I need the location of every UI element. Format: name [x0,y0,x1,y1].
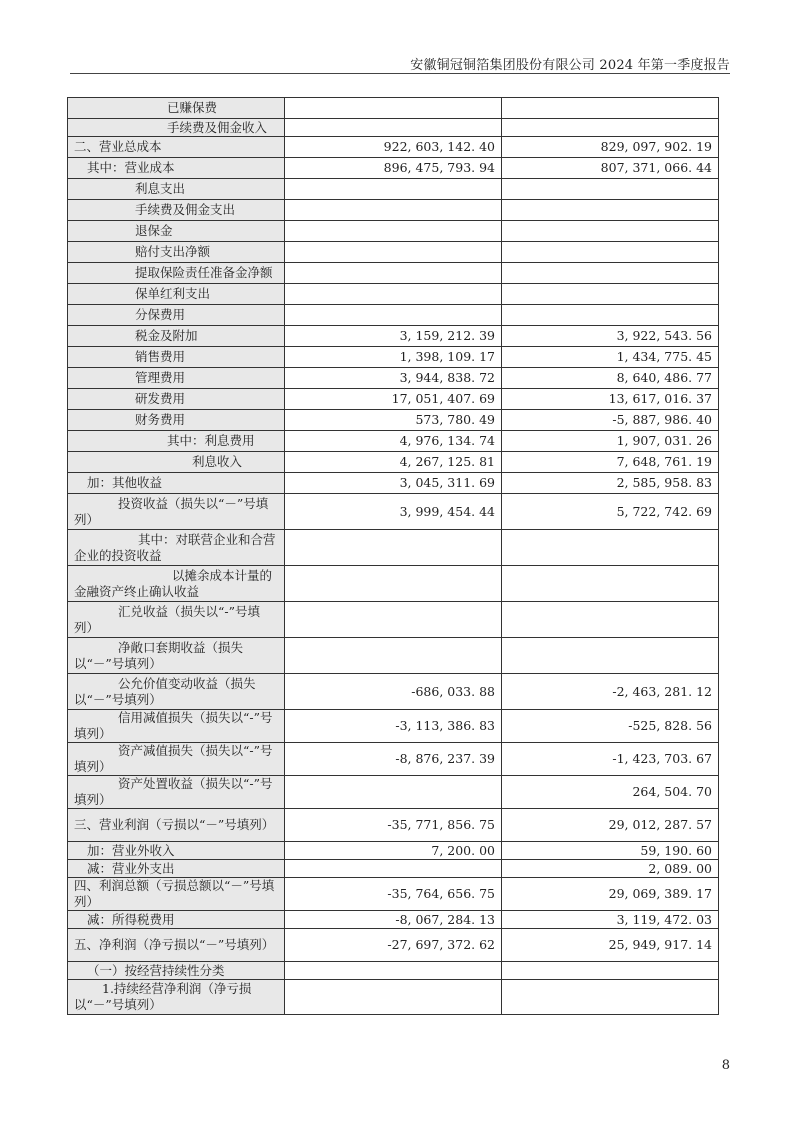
table-row [68,305,719,326]
table-row [68,452,719,473]
previous-period-value: 8, 640, 486. 77 [502,368,719,389]
row-label: 资产减值损失（损失以“-”号填列） [68,743,285,776]
current-period-value: 896, 475, 793. 94 [285,158,502,179]
previous-period-value: 5, 722, 742. 69 [502,494,719,530]
table-row [68,809,719,842]
row-label: 保单红利支出 [68,284,285,305]
row-label: 减：所得税费用 [68,911,285,929]
current-period-value [285,221,502,242]
row-label: 1.持续经营净利润（净亏损以“－”号填列） [68,980,285,1015]
previous-period-value: -525, 828. 56 [502,710,719,743]
table-row [68,980,719,1015]
page-number: 8 [721,1058,730,1073]
current-period-value: 3, 159, 212. 39 [285,326,502,347]
previous-period-value [502,962,719,980]
table-row [68,929,719,962]
previous-period-value: 829, 097, 902. 19 [502,137,719,158]
table-row [68,743,719,776]
row-label: 其中：对联营企业和合营企业的投资收益 [68,530,285,566]
current-period-value [285,566,502,602]
table-row [68,494,719,530]
row-label: 分保费用 [68,305,285,326]
current-period-value: 7, 200. 00 [285,842,502,860]
row-label: 手续费及佣金支出 [68,200,285,221]
row-label: 财务费用 [68,410,285,431]
table-row [68,602,719,638]
row-label: 利息收入 [68,452,285,473]
previous-period-value [502,530,719,566]
table-row [68,674,719,710]
income-statement-table [67,97,719,1015]
current-period-value: 17, 051, 407. 69 [285,389,502,410]
current-period-value: 4, 267, 125. 81 [285,452,502,473]
current-period-value [285,263,502,284]
current-period-value: -35, 771, 856. 75 [285,809,502,842]
current-period-value [285,305,502,326]
table-row [68,347,719,368]
previous-period-value [502,119,719,137]
current-period-value [285,530,502,566]
table-row [68,566,719,602]
row-label: 五、净利润（净亏损以“－”号填列） [68,929,285,962]
table-row [68,137,719,158]
row-label: 退保金 [68,221,285,242]
previous-period-value: 29, 012, 287. 57 [502,809,719,842]
table-row [68,389,719,410]
previous-period-value [502,284,719,305]
current-period-value: -3, 113, 386. 83 [285,710,502,743]
row-label: 四、利润总额（亏损总额以“－”号填列） [68,878,285,911]
row-label: 其中：营业成本 [68,158,285,179]
previous-period-value [502,566,719,602]
row-label: 其中：利息费用 [68,431,285,452]
table-row [68,284,719,305]
row-label: 加：其他收益 [68,473,285,494]
current-period-value [285,242,502,263]
previous-period-value [502,638,719,674]
table-row [68,530,719,566]
row-label: 汇兑收益（损失以“-”号填列） [68,602,285,638]
previous-period-value: -2, 463, 281. 12 [502,674,719,710]
current-period-value: -35, 764, 656. 75 [285,878,502,911]
previous-period-value: 13, 617, 016. 37 [502,389,719,410]
current-period-value [285,602,502,638]
previous-period-value [502,305,719,326]
previous-period-value: 3, 922, 543. 56 [502,326,719,347]
current-period-value: 922, 603, 142. 40 [285,137,502,158]
current-period-value: -8, 876, 237. 39 [285,743,502,776]
current-period-value: -27, 697, 372. 62 [285,929,502,962]
current-period-value [285,200,502,221]
current-period-value [285,284,502,305]
row-label: 以摊余成本计量的金融资产终止确认收益 [68,566,285,602]
previous-period-value [502,200,719,221]
row-label: 公允价值变动收益（损失以“－”号填列） [68,674,285,710]
previous-period-value: 1, 907, 031. 26 [502,431,719,452]
row-label: 二、营业总成本 [68,137,285,158]
current-period-value: -8, 067, 284. 13 [285,911,502,929]
previous-period-value: 25, 949, 917. 14 [502,929,719,962]
current-period-value [285,860,502,878]
row-label: 已赚保费 [68,98,285,119]
current-period-value: 4, 976, 134. 74 [285,431,502,452]
previous-period-value: 3, 119, 472. 03 [502,911,719,929]
table-row [68,911,719,929]
row-label: 销售费用 [68,347,285,368]
previous-period-value [502,263,719,284]
previous-period-value: 1, 434, 775. 45 [502,347,719,368]
table-row [68,473,719,494]
current-period-value [285,179,502,200]
current-period-value: 3, 944, 838. 72 [285,368,502,389]
report-header-title: 安徽铜冠铜箔集团股份有限公司 2024 年第一季度报告 [410,58,730,73]
previous-period-value: 807, 371, 066. 44 [502,158,719,179]
current-period-value: 573, 780. 49 [285,410,502,431]
row-label: 信用减值损失（损失以“-”号填列） [68,710,285,743]
previous-period-value: 7, 648, 761. 19 [502,452,719,473]
table-row [68,410,719,431]
row-label: 投资收益（损失以“－”号填列） [68,494,285,530]
previous-period-value [502,242,719,263]
current-period-value: -686, 033. 88 [285,674,502,710]
table-row [68,242,719,263]
table-row [68,98,719,119]
previous-period-value [502,980,719,1015]
table-row [68,638,719,674]
previous-period-value [502,221,719,242]
table-row [68,842,719,860]
row-label: 赔付支出净额 [68,242,285,263]
previous-period-value: 2, 089. 00 [502,860,719,878]
table-row [68,962,719,980]
previous-period-value [502,602,719,638]
row-label: 资产处置收益（损失以“-”号填列） [68,776,285,809]
current-period-value [285,98,502,119]
table-row [68,119,719,137]
header-divider [70,73,730,74]
current-period-value [285,962,502,980]
current-period-value: 3, 999, 454. 44 [285,494,502,530]
table-row [68,158,719,179]
table-row [68,179,719,200]
row-label: 提取保险责任准备金净额 [68,263,285,284]
table-row [68,200,719,221]
previous-period-value: 29, 069, 389. 17 [502,878,719,911]
previous-period-value: 59, 190. 60 [502,842,719,860]
current-period-value: 3, 045, 311. 69 [285,473,502,494]
row-label: 三、营业利润（亏损以“－”号填列） [68,809,285,842]
current-period-value [285,119,502,137]
row-label: 净敞口套期收益（损失以“－”号填列） [68,638,285,674]
table-row [68,263,719,284]
table-row [68,431,719,452]
table-row [68,326,719,347]
row-label: 管理费用 [68,368,285,389]
previous-period-value: 2, 585, 958. 83 [502,473,719,494]
table-row [68,860,719,878]
current-period-value [285,776,502,809]
table-row [68,878,719,911]
row-label: 手续费及佣金收入 [68,119,285,137]
table-row [68,710,719,743]
previous-period-value [502,179,719,200]
row-label: 利息支出 [68,179,285,200]
current-period-value [285,638,502,674]
row-label: （一）按经营持续性分类 [68,962,285,980]
previous-period-value: 264, 504. 70 [502,776,719,809]
table-row [68,368,719,389]
row-label: 加：营业外收入 [68,842,285,860]
previous-period-value [502,98,719,119]
table-row [68,221,719,242]
current-period-value [285,980,502,1015]
row-label: 减：营业外支出 [68,860,285,878]
previous-period-value: -5, 887, 986. 40 [502,410,719,431]
row-label: 税金及附加 [68,326,285,347]
table-row [68,776,719,809]
row-label: 研发费用 [68,389,285,410]
current-period-value: 1, 398, 109. 17 [285,347,502,368]
previous-period-value: -1, 423, 703. 67 [502,743,719,776]
